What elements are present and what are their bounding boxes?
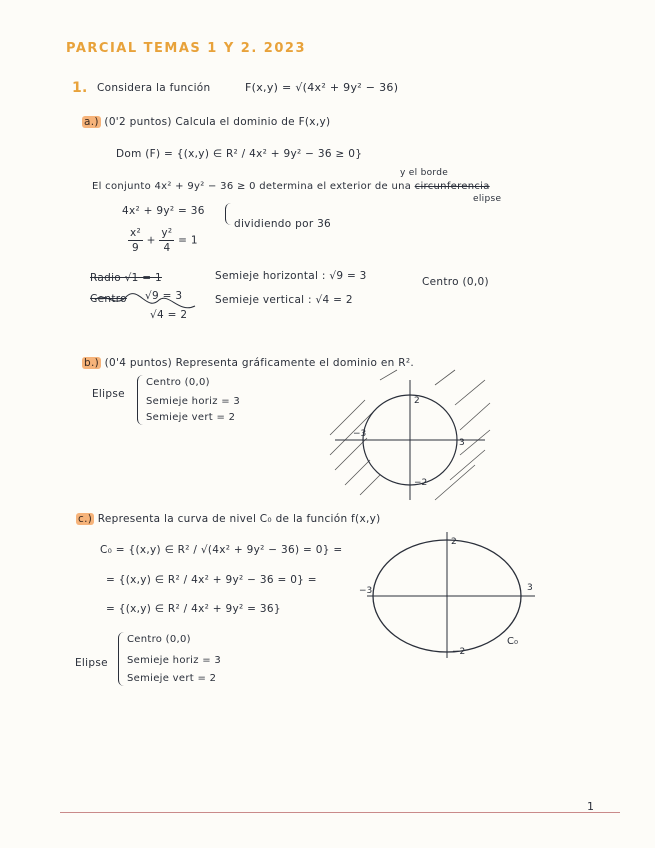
fraction-y-num: y² bbox=[161, 227, 173, 239]
part-b-item-centro: Centro (0,0) bbox=[146, 377, 210, 388]
elipse-correction: elipse bbox=[473, 194, 502, 204]
graph-b-ypos: 2 bbox=[414, 396, 420, 406]
brace-a bbox=[225, 203, 232, 225]
semieje-vertical: Semieje vertical : √4 = 2 bbox=[215, 294, 353, 306]
conjunto-main: El conjunto 4x² + 9y² − 36 ≥ 0 determina el exterior de una bbox=[92, 181, 412, 192]
part-b-statement: (0'4 puntos) Representa gráficamente el dominio en R². bbox=[104, 357, 414, 369]
brace-b bbox=[137, 375, 144, 425]
function-definition: F(x,y) = √(4x² + 9y² − 36) bbox=[245, 81, 399, 94]
question-number: 1. bbox=[72, 80, 88, 96]
part-c-item-semieje-vert: Semieje vert = 2 bbox=[127, 673, 217, 684]
graph-b-yneg: −2 bbox=[414, 478, 428, 488]
sqrt-9: √9 = 3 bbox=[145, 290, 183, 302]
graph-c-yneg: −2 bbox=[452, 647, 466, 657]
level-curve-line-1: C₀ = {(x,y) ∈ R² / √(4x² + 9y² − 36) = 0} = bbox=[100, 544, 343, 556]
normalized-equation bbox=[128, 226, 198, 255]
question-intro: Considera la función bbox=[97, 82, 211, 94]
part-b-item-semieje-horiz: Semieje horiz = 3 bbox=[146, 396, 241, 407]
page-title: PARCIAL TEMAS 1 Y 2. 2023 bbox=[66, 41, 306, 56]
part-a-heading bbox=[82, 116, 330, 128]
page-number: 1 bbox=[587, 800, 595, 813]
graph-b-xpos: 3 bbox=[459, 438, 465, 448]
level-curve-line-3: = {(x,y) ∈ R² / 4x² + 9y² = 36} bbox=[106, 603, 281, 615]
radio-struck: Radio √1 = 1 bbox=[90, 272, 162, 284]
graph-c-xpos: 3 bbox=[527, 583, 533, 593]
part-c-item-centro: Centro (0,0) bbox=[127, 634, 191, 645]
equation-1: 4x² + 9y² = 36 bbox=[122, 205, 205, 217]
part-c-item-semieje-horiz: Semieje horiz = 3 bbox=[127, 655, 222, 666]
sqrt-4: √4 = 2 bbox=[150, 309, 188, 321]
conjunto-text bbox=[92, 181, 490, 192]
conjunto-struck-word: circunferencia bbox=[414, 181, 490, 192]
plus-sign: + bbox=[146, 234, 156, 247]
fraction-x bbox=[128, 226, 143, 255]
level-curve-line-2: = {(x,y) ∈ R² / 4x² + 9y² − 36 = 0} = bbox=[106, 574, 317, 586]
fraction-y bbox=[159, 226, 174, 255]
centro-a: Centro (0,0) bbox=[422, 276, 489, 288]
semieje-horizontal: Semieje horizontal : √9 = 3 bbox=[215, 270, 367, 282]
part-c-tag: c.) bbox=[78, 513, 93, 525]
graph-b-xneg: −3 bbox=[353, 429, 367, 439]
graph-c-ypos: 2 bbox=[451, 537, 457, 547]
scribble-strike bbox=[95, 288, 215, 318]
above-note: y el borde bbox=[400, 168, 449, 178]
equation-1-note: dividiendo por 36 bbox=[234, 218, 332, 230]
domain-graph bbox=[325, 375, 495, 505]
graph-c-xneg: −3 bbox=[359, 586, 373, 596]
part-a-statement: (0'2 puntos) Calcula el dominio de F(x,y) bbox=[104, 116, 331, 128]
fraction-x-den: 9 bbox=[132, 242, 139, 254]
part-b-item-semieje-vert: Semieje vert = 2 bbox=[146, 412, 236, 423]
centro-struck: Centro bbox=[90, 293, 127, 305]
level-curve-graph bbox=[355, 528, 545, 668]
part-b-heading bbox=[82, 357, 414, 369]
equals-one: = 1 bbox=[178, 234, 198, 247]
part-b-elipse-label: Elipse bbox=[92, 388, 125, 400]
domain-set: Dom (F) = {(x,y) ∈ R² / 4x² + 9y² − 36 ≥ 0} bbox=[116, 148, 363, 160]
part-c-elipse-label: Elipse bbox=[75, 657, 108, 669]
part-a-tag: a.) bbox=[84, 116, 99, 128]
part-b-tag: b.) bbox=[84, 357, 99, 369]
fraction-y-den: 4 bbox=[163, 242, 171, 254]
graph-c-curve-label: C₀ bbox=[507, 636, 518, 647]
fraction-x-num: x² bbox=[130, 227, 142, 239]
part-c-heading bbox=[76, 513, 381, 525]
footer-rule bbox=[60, 812, 620, 813]
brace-c bbox=[118, 632, 125, 686]
part-c-statement: Representa la curva de nivel C₀ de la función f(x,y) bbox=[97, 513, 381, 525]
